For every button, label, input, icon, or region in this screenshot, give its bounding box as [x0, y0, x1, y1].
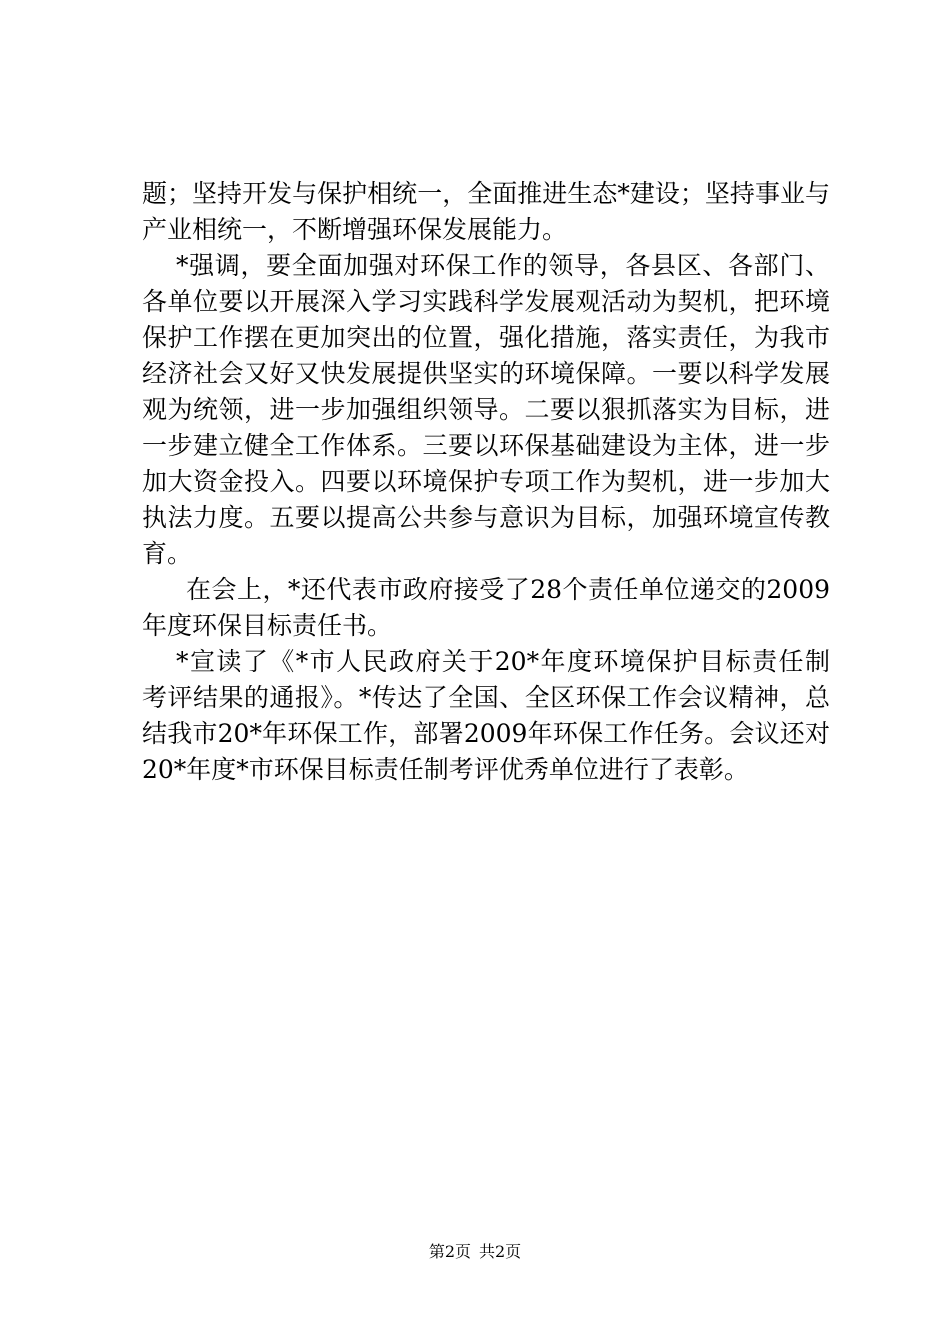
page-footer — [0, 1240, 950, 1264]
text-line: 执法力度。五要以提高公共参与意识为目标，加强环境宣传教 — [142, 503, 830, 532]
document-body — [142, 176, 830, 788]
text-line: 产业相统一，不断增强环保发展能力。 — [142, 215, 568, 244]
text-line: 加大资金投入。四要以环境保护专项工作为契机，进一步加大 — [142, 467, 830, 496]
text-line: 题；坚持开发与保护相统一，全面推进生态*建设；坚持事业与 — [142, 179, 830, 208]
text-line: *宣读了《*市人民政府关于20*年度环境保护目标责任制 — [176, 647, 830, 676]
text-line: 保护工作摆在更加突出的位置，强化措施，落实责任，为我市 — [142, 323, 830, 352]
text-line: 20*年度*市环保目标责任制考评优秀单位进行了表彰。 — [142, 755, 749, 784]
page-number: 第2页 — [428, 1242, 471, 1261]
text-line: 结我市20*年环保工作，部署2009年环保工作任务。会议还对 — [142, 719, 830, 748]
text-line: 年度环保目标责任书。 — [142, 611, 393, 640]
text-line: 育。 — [142, 539, 193, 568]
text-line: 一步建立健全工作体系。三要以环保基础建设为主体，进一步 — [142, 431, 830, 460]
text-line: 在会上，*还代表市政府接受了28个责任单位递交的2009 — [186, 575, 830, 604]
page-total: 共2页 — [479, 1242, 522, 1261]
text-line: 各单位要以开展深入学习实践科学发展观活动为契机，把环境 — [142, 287, 830, 316]
text-line: 考评结果的通报》。*传达了全国、全区环保工作会议精神，总 — [142, 683, 830, 712]
text-line: *强调，要全面加强对环保工作的领导，各县区、各部门、 — [176, 251, 830, 280]
text-line: 观为统领，进一步加强组织领导。二要以狠抓落实为目标，进 — [142, 395, 830, 424]
text-line: 经济社会又好又快发展提供坚实的环境保障。一要以科学发展 — [142, 359, 830, 388]
